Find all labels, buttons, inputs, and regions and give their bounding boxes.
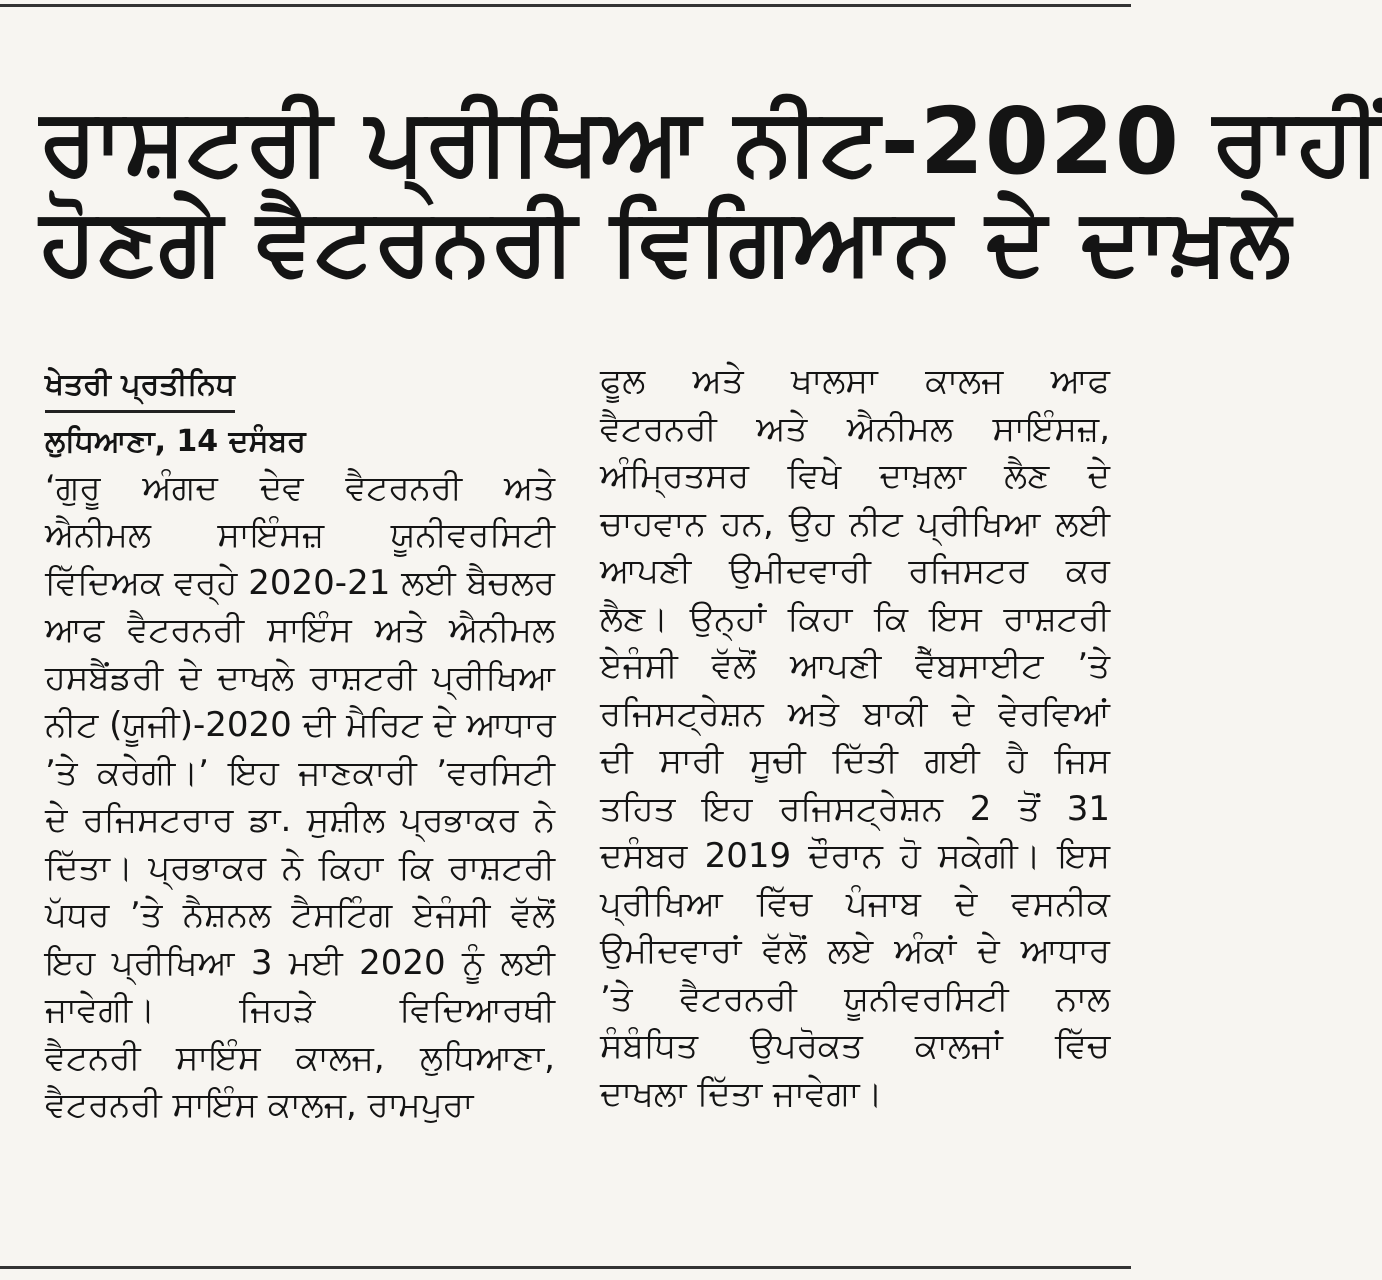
text-line: ਐਨੀਮਲ ਸਾਇੰਸਜ਼ ਯੂਨੀਵਰਸਿਟੀ	[45, 515, 555, 555]
text-line: ਦੀ ਸਾਰੀ ਸੂਚੀ ਦਿੱਤੀ ਗਈ ਹੈ ਜਿਸ	[600, 741, 1110, 781]
bottom-border-rule	[0, 1266, 1131, 1269]
text-line: ਚਾਹਵਾਨ ਹਨ, ਉਹ ਨੀਟ ਪ੍ਰੀਖਿਆ ਲਈ	[600, 503, 1110, 544]
byline-underline	[45, 410, 235, 413]
text-line: ਦਾਖਲਾ ਦਿੱਤਾ ਜਾਵੇਗਾ।	[600, 1073, 883, 1114]
article-column-left	[45, 360, 555, 1130]
text-line: ਵੈਟਰਨਰੀ ਅਤੇ ਐਨੀਮਲ ਸਾਇੰਸਜ਼,	[600, 408, 1110, 449]
text-line: ਤਹਿਤ ਇਹ ਰਜਿਸਟ੍ਰੇਸ਼ਨ 2 ਤੋਂ 31	[600, 788, 1110, 829]
headline-line-2: ਹੋਣਗੇ ਵੈਟਰਨਰੀ ਵਿਗਿਆਨ ਦੇ ਦਾਖ਼ਲੇ	[40, 188, 1292, 295]
text-line: ਏਜੰਸੀ ਵੱਲੋਂ ਆਪਣੀ ਵੈੱਬਸਾਈਟ ’ਤੇ	[600, 646, 1110, 686]
text-line: ’ਤੇ ਕਰੇਗੀ।’ ਇਹ ਜਾਣਕਾਰੀ ’ਵਰਸਿਟੀ	[45, 752, 555, 793]
text-line: ਨੀਟ (ਯੂਜੀ)-2020 ਦੀ ਮੈਰਿਟ ਦੇ ਆਧਾਰ	[45, 705, 556, 745]
text-line: ਵੈਟਨਰੀ ਸਾਇੰਸ ਕਾਲਜ, ਲੁਧਿਆਣਾ,	[45, 1037, 555, 1078]
text-line: ਫੂਲ ਅਤੇ ਖਾਲਸਾ ਕਾਲਜ ਆਫ	[600, 361, 1110, 401]
text-line: ਹਸਬੈਂਡਰੀ ਦੇ ਦਾਖਲੇ ਰਾਸ਼ਟਰੀ ਪ੍ਰੀਖਿਆ	[45, 657, 555, 698]
text-line: ‘ਗੁਰੂ ਅੰਗਦ ਦੇਵ ਵੈਟਰਨਰੀ ਅਤੇ	[45, 467, 555, 508]
text-line: ਦੇ ਰਜਿਸਟਰਾਰ ਡਾ. ਸੁਸ਼ੀਲ ਪ੍ਰਭਾਕਰ ਨੇ	[45, 800, 555, 840]
text-line: ਅੰਮ੍ਰਿਤਸਰ ਵਿਖੇ ਦਾਖ਼ਲਾ ਲੈਣ ਦੇ	[600, 456, 1110, 496]
text-line: ਵੈਟਰਨਰੀ ਸਾਇੰਸ ਕਾਲਜ, ਰਾਮਪੁਰਾ	[45, 1085, 474, 1125]
article-column-right	[600, 358, 1110, 1118]
byline: ਖੇਤਰੀ ਪ੍ਰਤੀਨਿਧ	[45, 367, 235, 402]
text-line: ਆਪਣੀ ਉਮੀਦਵਾਰੀ ਰਜਿਸਟਰ ਕਰ	[600, 551, 1110, 591]
text-line: ਉਮੀਦਵਾਰਾਂ ਵੱਲੋਂ ਲਏ ਅੰਕਾਂ ਦੇ ਆਧਾਰ	[600, 931, 1110, 971]
top-border-rule	[0, 4, 1131, 7]
text-line: ਇਹ ਪ੍ਰੀਖਿਆ 3 ਮਈ 2020 ਨੂੰ ਲਈ	[45, 942, 555, 983]
text-line: ਸੰਬੰਧਿਤ ਉਪਰੋਕਤ ਕਾਲਜਾਂ ਵਿੱਚ	[600, 1026, 1110, 1066]
text-line: ਲੈਣ। ਉਨ੍ਹਾਂ ਕਿਹਾ ਕਿ ਇਸ ਰਾਸ਼ਟਰੀ	[600, 598, 1110, 639]
text-line: ਦਸੰਬਰ 2019 ਦੌਰਾਨ ਹੋ ਸਕੇਗੀ। ਇਸ	[600, 836, 1110, 876]
dateline: ਲੁਧਿਆਣਾ, 14 ਦਸੰਬਰ	[45, 423, 306, 459]
text-line: ’ਤੇ ਵੈਟਰਨਰੀ ਯੂਨੀਵਰਸਿਟੀ ਨਾਲ	[600, 978, 1110, 1019]
text-line: ਦਿੱਤਾ। ਪ੍ਰਭਾਕਰ ਨੇ ਕਿਹਾ ਕਿ ਰਾਸ਼ਟਰੀ	[45, 847, 555, 888]
text-line: ਪੱਧਰ ’ਤੇ ਨੈਸ਼ਨਲ ਟੈਸਟਿੰਗ ਏਜੰਸੀ ਵੱਲੋਂ	[45, 895, 555, 935]
headline	[40, 88, 1382, 295]
text-line: ਰਜਿਸਟ੍ਰੇਸ਼ਨ ਅਤੇ ਬਾਕੀ ਦੇ ਵੇਰਵਿਆਂ	[600, 693, 1110, 734]
right-column-body	[600, 358, 1110, 1118]
text-line: ਆਫ ਵੈਟਰਨਰੀ ਸਾਇੰਸ ਅਤੇ ਐਨੀਮਲ	[45, 610, 555, 650]
headline-line-1: ਰਾਸ਼ਟਰੀ ਪ੍ਰੀਖਿਆ ਨੀਟ-2020 ਰਾਹੀਂ	[40, 88, 1382, 195]
text-line: ਪ੍ਰੀਖਿਆ ਵਿੱਚ ਪੰਜਾਬ ਦੇ ਵਸਨੀਕ	[600, 883, 1110, 924]
left-column-body	[45, 465, 555, 1130]
text-line: ਵਿੱਦਿਅਕ ਵਰ੍ਹੇ 2020-21 ਲਈ ਬੈਚਲਰ	[45, 562, 555, 603]
text-line: ਜਾਵੇਗੀ। ਜਿਹੜੇ ਵਿਦਿਆਰਥੀ	[45, 990, 555, 1030]
